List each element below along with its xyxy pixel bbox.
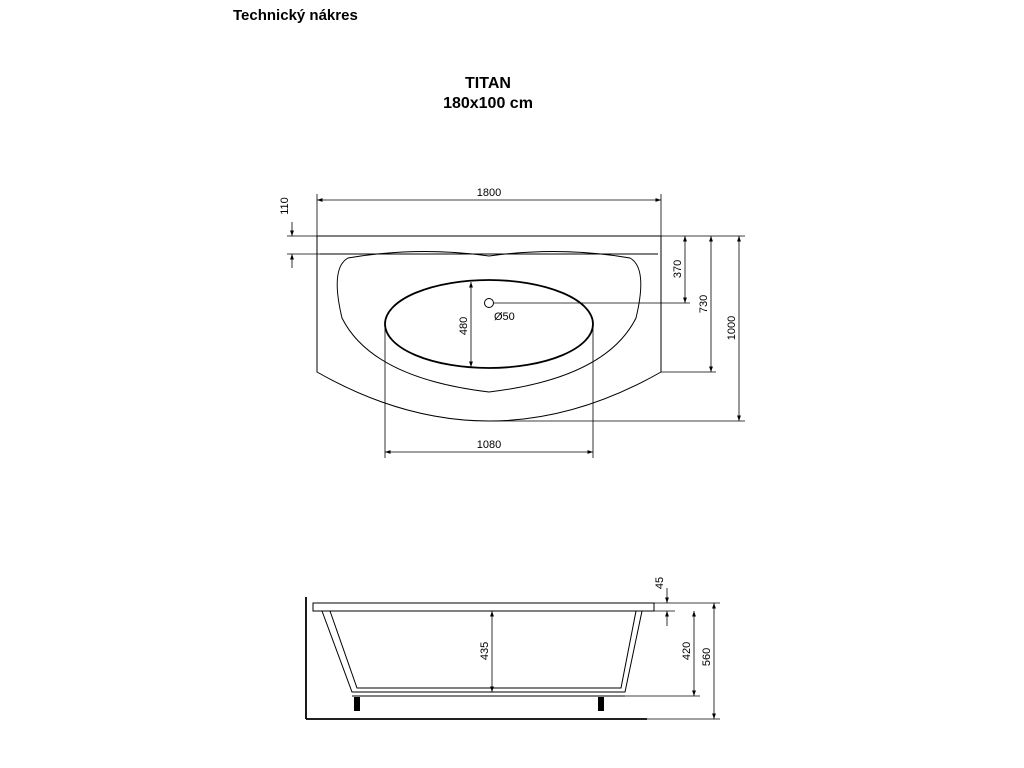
- dim-width: 1800: [476, 187, 502, 199]
- dim-drain-diameter: Ø50: [494, 311, 515, 323]
- basin-floor-oval: [385, 280, 593, 368]
- side-view: [306, 577, 720, 719]
- tub-rim: [313, 603, 654, 611]
- dim-basin-depth: 480: [458, 316, 470, 336]
- product-size: 180x100 cm: [443, 95, 533, 112]
- drawing-heading: Technický nákres: [233, 7, 358, 24]
- tub-outline: [317, 236, 661, 421]
- dim-depth-total: 1000: [726, 315, 738, 341]
- dim-rim-thickness: 45: [654, 576, 666, 590]
- dim-tub-height: 420: [681, 641, 693, 661]
- dim-total-height: 560: [701, 647, 713, 667]
- dim-inner-depth: 435: [479, 641, 491, 661]
- drain-circle-icon: [485, 299, 494, 308]
- inner-basin: [337, 251, 641, 392]
- product-name: TITAN: [465, 75, 511, 92]
- dim-basin-width: 1080: [476, 439, 502, 451]
- dim-rim-offset: 110: [279, 197, 291, 215]
- dim-depth-inner: 730: [698, 294, 710, 314]
- leg-left-icon: [354, 697, 360, 711]
- leg-right-icon: [598, 697, 604, 711]
- top-view: [279, 187, 745, 458]
- dim-drain-offset: 370: [672, 259, 684, 279]
